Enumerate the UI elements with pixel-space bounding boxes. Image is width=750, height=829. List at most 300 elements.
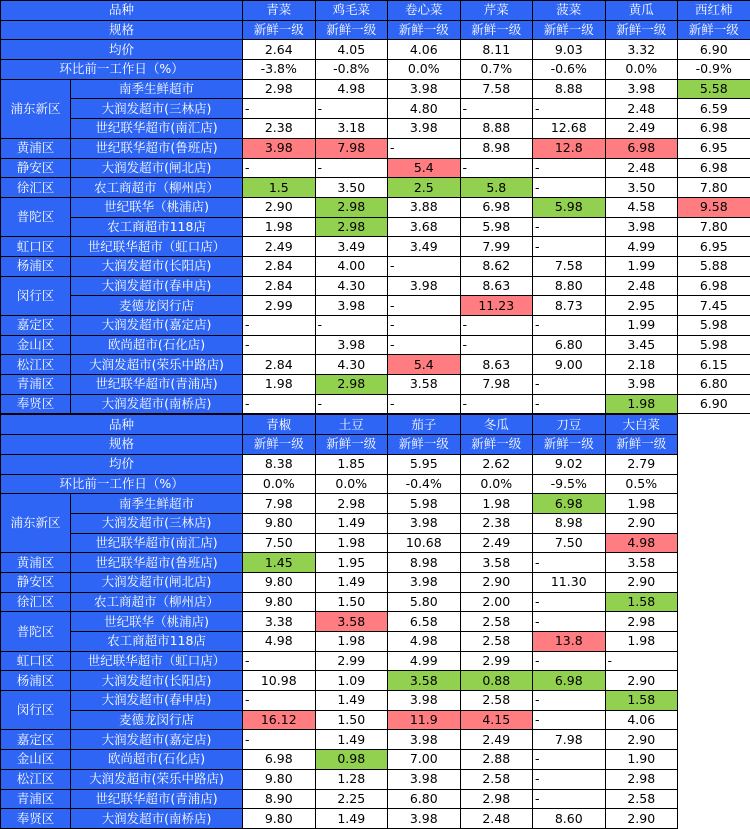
price-cell: 3.98 — [315, 335, 388, 355]
variety-header-cell: 冬瓜 — [460, 415, 533, 435]
price-cell: 3.88 — [388, 197, 461, 217]
price-cell: 7.98 — [315, 138, 388, 158]
price-cell: 9.80 — [243, 769, 316, 789]
price-cell: 3.98 — [388, 572, 461, 592]
price-cell: 3.98 — [605, 375, 678, 395]
spec-header-cell: 新鲜一级 — [388, 20, 461, 40]
store-name: 大润发超市(南桥店) — [71, 809, 243, 829]
price-cell: 2.49 — [460, 533, 533, 553]
price-cell: 2.58 — [605, 789, 678, 809]
price-cell: 8.90 — [243, 789, 316, 809]
price-cell: 1.98 — [243, 375, 316, 395]
table-row — [1, 710, 678, 730]
district-label: 杨浦区 — [1, 671, 71, 691]
price-cell: 2.99 — [460, 651, 533, 671]
variety-header-row — [1, 415, 678, 435]
store-name: 世纪联华超市(南汇店) — [71, 119, 243, 139]
change-pct-cell: 0.0% — [605, 60, 678, 80]
store-name: 大润发超市(闸北店) — [71, 158, 243, 178]
price-cell: 11.30 — [533, 572, 606, 592]
avg-price-cell: 8.11 — [460, 40, 533, 60]
price-cell: 6.98 — [678, 119, 750, 139]
price-cell: 4.98 — [243, 632, 316, 652]
store-name: 欧尚超市(石化店) — [71, 750, 243, 770]
table-row — [1, 394, 750, 414]
price-cell: 7.99 — [460, 237, 533, 257]
price-cell: - — [243, 335, 316, 355]
store-name: 大润发超市(嘉定店) — [71, 316, 243, 336]
spec-header-cell: 新鲜一级 — [678, 20, 750, 40]
price-cell: 1.49 — [315, 572, 388, 592]
table-row — [1, 612, 678, 632]
spec-header-row — [1, 435, 678, 455]
price-cell: 5.98 — [460, 217, 533, 237]
price-cell: 6.98 — [678, 276, 750, 296]
avg-price-label: 均价 — [1, 454, 243, 474]
variety-header-cell: 卷心菜 — [388, 1, 461, 21]
price-cell: 7.98 — [533, 730, 606, 750]
district-label: 奉贤区 — [1, 809, 71, 829]
price-cell: 7.50 — [243, 533, 316, 553]
table-row — [1, 79, 750, 99]
store-name: 大润发超市(三林店) — [71, 513, 243, 533]
table-row — [1, 237, 750, 257]
price-cell: 2.98 — [315, 375, 388, 395]
price-cell: 1.98 — [605, 394, 678, 414]
price-cell: - — [460, 394, 533, 414]
price-cell: 6.80 — [678, 375, 750, 395]
table-row — [1, 769, 678, 789]
price-cell: 7.58 — [533, 256, 606, 276]
avg-price-cell: 8.38 — [243, 454, 316, 474]
table-row — [1, 553, 678, 573]
store-name: 世纪联华（桃浦店) — [71, 612, 243, 632]
variety-header-cell: 黄瓜 — [605, 1, 678, 21]
price-cell: 1.49 — [315, 513, 388, 533]
price-cell: 2.49 — [605, 119, 678, 139]
district-label: 奉贤区 — [1, 394, 71, 414]
price-cell: - — [388, 335, 461, 355]
price-cell: 2.48 — [460, 809, 533, 829]
price-cell: - — [315, 158, 388, 178]
price-cell: 9.00 — [533, 355, 606, 375]
price-cell: 3.98 — [388, 276, 461, 296]
price-cell: 2.90 — [605, 809, 678, 829]
price-cell: 4.99 — [605, 237, 678, 257]
store-name: 麦德龙闵行店 — [71, 710, 243, 730]
price-cell: 1.98 — [605, 632, 678, 652]
price-cell: 4.98 — [605, 533, 678, 553]
price-cell: 2.98 — [243, 79, 316, 99]
store-name: 世纪联华超市(青浦店) — [71, 375, 243, 395]
store-name: 农工商超市118店 — [71, 632, 243, 652]
district-label: 虹口区 — [1, 651, 71, 671]
price-cell: - — [388, 138, 461, 158]
price-cell: - — [460, 316, 533, 336]
price-cell: 5.98 — [388, 494, 461, 514]
district-label: 松江区 — [1, 769, 71, 789]
store-name: 大润发超市(闸北店) — [71, 572, 243, 592]
district-label: 浦东新区 — [1, 494, 71, 553]
price-cell: 3.58 — [460, 553, 533, 573]
variety-header-cell: 西红柿 — [678, 1, 750, 21]
variety-header-cell: 青菜 — [243, 1, 316, 21]
price-cell: 1.95 — [315, 553, 388, 573]
variety-header-cell: 鸡毛菜 — [315, 1, 388, 21]
price-cell: 1.45 — [243, 553, 316, 573]
price-cell: - — [533, 158, 606, 178]
store-name: 大润发超市(南桥店) — [71, 394, 243, 414]
price-cell: 3.98 — [315, 296, 388, 316]
price-cell: 1.50 — [315, 710, 388, 730]
store-name: 农工商超市118店 — [71, 217, 243, 237]
store-name: 大润发超市(荣乐中路店) — [71, 355, 243, 375]
price-cell: 12.68 — [533, 119, 606, 139]
price-cell: 6.98 — [605, 138, 678, 158]
table-row — [1, 335, 750, 355]
price-cell: - — [533, 651, 606, 671]
price-cell: 2.49 — [243, 237, 316, 257]
price-cell: 7.00 — [388, 750, 461, 770]
price-cell: 9.80 — [243, 513, 316, 533]
price-cell: 7.98 — [243, 494, 316, 514]
price-cell: - — [315, 99, 388, 119]
change-pct-cell: 0.0% — [243, 474, 316, 494]
avg-price-label: 均价 — [1, 40, 243, 60]
price-cell: 4.30 — [315, 276, 388, 296]
store-name: 世纪联华超市（虹口店） — [71, 237, 243, 257]
district-label: 金山区 — [1, 335, 71, 355]
price-cell: - — [243, 651, 316, 671]
spec-header-cell: 新鲜一级 — [533, 20, 606, 40]
avg-price-cell: 3.32 — [605, 40, 678, 60]
price-cell: 2.99 — [315, 651, 388, 671]
price-cell: 5.88 — [678, 256, 750, 276]
price-cell: 11.9 — [388, 710, 461, 730]
price-cell: 2.90 — [605, 513, 678, 533]
price-cell: 6.59 — [678, 99, 750, 119]
avg-price-cell: 6.90 — [678, 40, 750, 60]
store-name: 世纪联华超市（虹口店） — [71, 651, 243, 671]
spec-header-label: 规格 — [1, 435, 243, 455]
store-name: 世纪联华超市(鲁班店) — [71, 553, 243, 573]
price-cell: 2.48 — [605, 158, 678, 178]
price-cell: 4.99 — [388, 651, 461, 671]
district-label: 徐汇区 — [1, 592, 71, 612]
price-cell: 7.58 — [460, 79, 533, 99]
price-cell: 2.84 — [243, 276, 316, 296]
store-name: 大润发超市(长阳店) — [71, 256, 243, 276]
price-cell: - — [533, 375, 606, 395]
price-cell: 3.98 — [243, 138, 316, 158]
table-row — [1, 809, 678, 829]
change-pct-cell: -3.8% — [243, 60, 316, 80]
change-pct-label: 环比前一工作日（%） — [1, 60, 243, 80]
table-row — [1, 789, 678, 809]
price-cell: - — [388, 256, 461, 276]
price-cell: 6.98 — [533, 671, 606, 691]
table-row — [1, 256, 750, 276]
price-cell: - — [533, 237, 606, 257]
price-cell: 5.4 — [388, 355, 461, 375]
price-cell: - — [243, 316, 316, 336]
price-cell: 4.98 — [315, 79, 388, 99]
price-cell: 2.5 — [388, 178, 461, 198]
price-cell: 2.84 — [243, 355, 316, 375]
price-cell: - — [243, 158, 316, 178]
price-cell: 3.45 — [605, 335, 678, 355]
change-pct-cell: 0.0% — [315, 474, 388, 494]
price-cell: 5.80 — [388, 592, 461, 612]
table-row — [1, 572, 678, 592]
price-cell: 2.98 — [460, 789, 533, 809]
price-cell: 4.15 — [460, 710, 533, 730]
spec-header-cell: 新鲜一级 — [605, 20, 678, 40]
price-cell: 2.58 — [460, 769, 533, 789]
table-row — [1, 671, 678, 691]
price-cell: 0.88 — [460, 671, 533, 691]
price-cell: 7.98 — [460, 375, 533, 395]
price-cell: 4.58 — [605, 197, 678, 217]
table-row — [1, 178, 750, 198]
price-cell: 2.25 — [315, 789, 388, 809]
table-row — [1, 158, 750, 178]
price-cell: 9.80 — [243, 592, 316, 612]
price-cell: - — [243, 394, 316, 414]
price-cell: 3.58 — [605, 553, 678, 573]
price-cell: 3.58 — [315, 612, 388, 632]
price-cell: - — [388, 394, 461, 414]
price-table-2 — [0, 414, 678, 828]
table-row — [1, 750, 678, 770]
change-pct-row — [1, 474, 678, 494]
price-cell: 8.80 — [533, 276, 606, 296]
price-cell: 2.90 — [243, 197, 316, 217]
price-cell: 5.8 — [460, 178, 533, 198]
district-label: 青浦区 — [1, 375, 71, 395]
district-label: 黄浦区 — [1, 553, 71, 573]
price-cell: 2.90 — [605, 671, 678, 691]
store-name: 世纪联华（桃浦店) — [71, 197, 243, 217]
price-cell: 8.63 — [460, 355, 533, 375]
avg-price-cell: 4.05 — [315, 40, 388, 60]
price-cell: 3.98 — [388, 809, 461, 829]
table-row — [1, 119, 750, 139]
table-row — [1, 99, 750, 119]
table-row — [1, 217, 750, 237]
spec-header-row — [1, 20, 750, 40]
price-cell: 13.8 — [533, 632, 606, 652]
price-cell: - — [533, 789, 606, 809]
change-pct-cell: -9.5% — [533, 474, 606, 494]
price-cell: 2.38 — [243, 119, 316, 139]
store-name: 大润发超市(春申店) — [71, 276, 243, 296]
district-label: 静安区 — [1, 572, 71, 592]
price-cell: 1.58 — [605, 691, 678, 711]
price-cell: - — [533, 592, 606, 612]
price-cell: 6.80 — [533, 335, 606, 355]
price-cell: 1.49 — [315, 691, 388, 711]
price-cell: 3.49 — [315, 237, 388, 257]
store-name: 南季生鲜超市 — [71, 79, 243, 99]
price-cell: - — [533, 553, 606, 573]
avg-price-row — [1, 454, 678, 474]
spec-header-label: 规格 — [1, 20, 243, 40]
spec-header-cell: 新鲜一级 — [460, 20, 533, 40]
table-row — [1, 592, 678, 612]
price-cell: 1.99 — [605, 256, 678, 276]
district-label: 杨浦区 — [1, 256, 71, 276]
price-cell: - — [533, 394, 606, 414]
price-cell: 9.58 — [678, 197, 750, 217]
district-label: 金山区 — [1, 750, 71, 770]
price-cell: 3.98 — [388, 691, 461, 711]
price-cell: 11.23 — [460, 296, 533, 316]
price-cell: - — [533, 217, 606, 237]
spec-header-cell: 新鲜一级 — [315, 435, 388, 455]
price-cell: 3.68 — [388, 217, 461, 237]
price-cell: 2.49 — [460, 730, 533, 750]
price-cell: - — [533, 750, 606, 770]
price-cell: 1.98 — [243, 217, 316, 237]
variety-header-cell: 菠菜 — [533, 1, 606, 21]
price-cell: 2.58 — [460, 691, 533, 711]
price-cell: 3.98 — [388, 513, 461, 533]
price-cell: 6.98 — [460, 197, 533, 217]
avg-price-cell: 9.03 — [533, 40, 606, 60]
store-name: 麦德龙闵行店 — [71, 296, 243, 316]
avg-price-cell: 2.79 — [605, 454, 678, 474]
district-label: 黄浦区 — [1, 138, 71, 158]
price-cell: 4.00 — [315, 256, 388, 276]
store-name: 大润发超市(三林店) — [71, 99, 243, 119]
district-label: 嘉定区 — [1, 316, 71, 336]
variety-header-cell: 刀豆 — [533, 415, 606, 435]
price-cell: 12.8 — [533, 138, 606, 158]
price-cell: 3.58 — [388, 375, 461, 395]
variety-header-label: 品种 — [1, 1, 243, 21]
table-row — [1, 691, 678, 711]
price-cell: 1.5 — [243, 178, 316, 198]
price-cell: 1.09 — [315, 671, 388, 691]
price-cell: 1.98 — [315, 533, 388, 553]
price-cell: 2.58 — [460, 632, 533, 652]
price-cell: 1.28 — [315, 769, 388, 789]
price-cell: 2.48 — [605, 276, 678, 296]
price-cell: 2.90 — [605, 572, 678, 592]
store-name: 大润发超市(春申店) — [71, 691, 243, 711]
price-cell: 3.50 — [315, 178, 388, 198]
price-cell: 3.98 — [605, 79, 678, 99]
price-cell: 2.38 — [460, 513, 533, 533]
spec-header-cell: 新鲜一级 — [605, 435, 678, 455]
price-cell: - — [388, 316, 461, 336]
price-cell: - — [243, 730, 316, 750]
store-name: 世纪联华超市(鲁班店) — [71, 138, 243, 158]
price-cell: 5.4 — [388, 158, 461, 178]
spec-header-cell: 新鲜一级 — [243, 435, 316, 455]
price-cell: 4.98 — [388, 632, 461, 652]
price-cell: 7.80 — [678, 178, 750, 198]
price-cell: 6.95 — [678, 237, 750, 257]
variety-header-cell: 青椒 — [243, 415, 316, 435]
table-row — [1, 138, 750, 158]
table-row — [1, 651, 678, 671]
price-cell: 8.88 — [533, 79, 606, 99]
avg-price-cell: 1.85 — [315, 454, 388, 474]
avg-price-cell: 2.64 — [243, 40, 316, 60]
price-cell: 6.58 — [388, 612, 461, 632]
price-cell: - — [533, 316, 606, 336]
variety-header-cell: 茄子 — [388, 415, 461, 435]
avg-price-cell: 4.06 — [388, 40, 461, 60]
price-cell: 3.50 — [605, 178, 678, 198]
price-cell: 6.98 — [678, 158, 750, 178]
district-label: 徐汇区 — [1, 178, 71, 198]
store-name: 世纪联华超市(青浦店) — [71, 789, 243, 809]
price-cell: - — [533, 612, 606, 632]
avg-price-cell: 2.62 — [460, 454, 533, 474]
district-label: 静安区 — [1, 158, 71, 178]
price-cell: 5.98 — [678, 316, 750, 336]
avg-price-row — [1, 40, 750, 60]
price-cell: - — [533, 769, 606, 789]
change-pct-cell: -0.9% — [678, 60, 750, 80]
price-table-1 — [0, 0, 750, 414]
table-row — [1, 730, 678, 750]
price-cell: - — [460, 335, 533, 355]
price-cell: 3.98 — [388, 79, 461, 99]
price-cell: 8.63 — [460, 276, 533, 296]
price-cell: 2.98 — [605, 769, 678, 789]
price-cell: 6.98 — [533, 494, 606, 514]
price-cell: 8.60 — [533, 809, 606, 829]
change-pct-label: 环比前一工作日（%） — [1, 474, 243, 494]
price-cell: 2.98 — [605, 612, 678, 632]
table-row — [1, 375, 750, 395]
variety-header-label: 品种 — [1, 415, 243, 435]
change-pct-cell: 0.5% — [605, 474, 678, 494]
table-row — [1, 276, 750, 296]
store-name: 欧尚超市(石化店) — [71, 335, 243, 355]
price-cell: 5.98 — [533, 197, 606, 217]
store-name: 世纪联华超市(南汇店) — [71, 533, 243, 553]
price-cell: 3.49 — [388, 237, 461, 257]
spec-header-cell: 新鲜一级 — [388, 435, 461, 455]
price-cell: 7.45 — [678, 296, 750, 316]
store-name: 农工商超市（柳州店） — [71, 178, 243, 198]
change-pct-row — [1, 60, 750, 80]
price-cell: 10.68 — [388, 533, 461, 553]
change-pct-cell: 0.0% — [388, 60, 461, 80]
price-cell: 4.30 — [315, 355, 388, 375]
table-row — [1, 632, 678, 652]
price-cell: - — [243, 691, 316, 711]
price-cell: - — [243, 99, 316, 119]
store-name: 大润发超市(荣乐中路店) — [71, 769, 243, 789]
price-cell: 2.90 — [460, 572, 533, 592]
table-row — [1, 494, 678, 514]
price-cell: 1.98 — [460, 494, 533, 514]
table-row — [1, 296, 750, 316]
price-cell: 5.58 — [678, 79, 750, 99]
price-cell: - — [460, 158, 533, 178]
change-pct-cell: 0.0% — [460, 474, 533, 494]
price-cell: 1.49 — [315, 730, 388, 750]
price-cell: 5.98 — [678, 335, 750, 355]
variety-header-cell: 大白菜 — [605, 415, 678, 435]
store-name: 大润发超市(长阳店) — [71, 671, 243, 691]
